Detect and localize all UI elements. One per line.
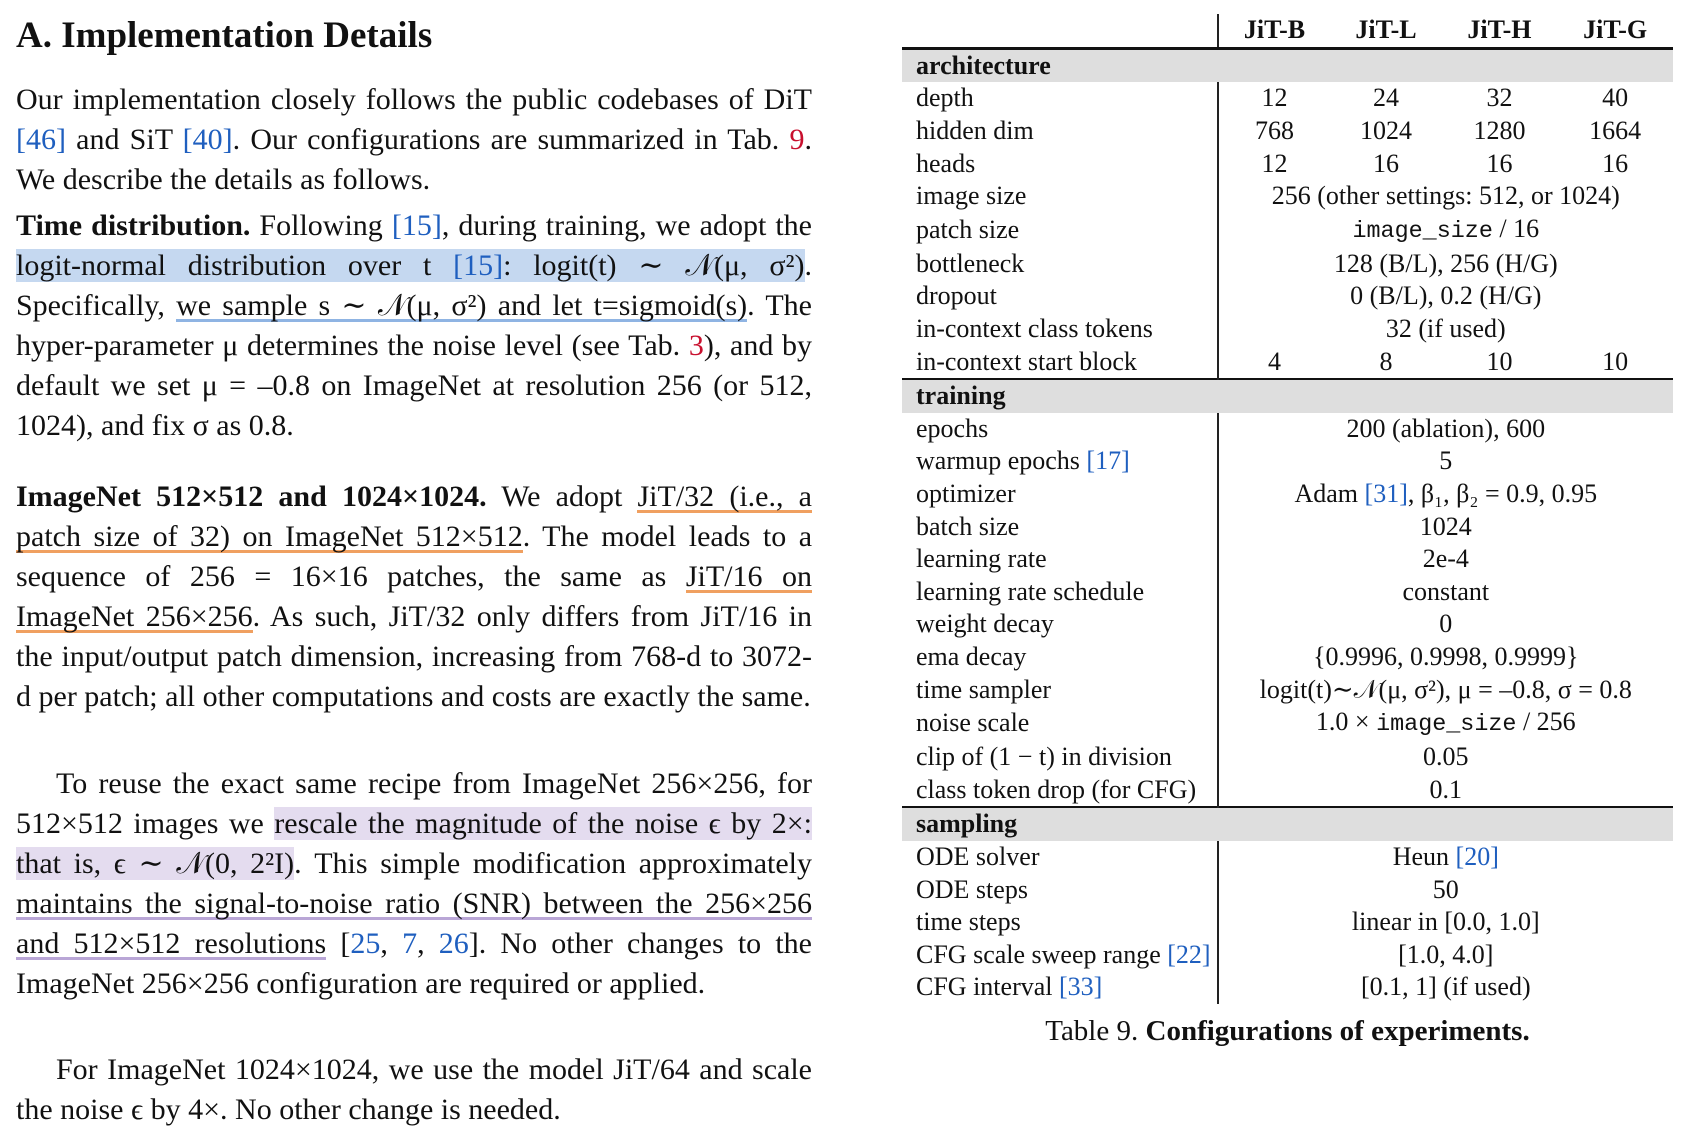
row-label: optimizer [902, 478, 1218, 511]
code-text: image_size [1376, 711, 1517, 738]
reuse-paragraph [16, 764, 812, 1004]
cell: 32 (if used) [1385, 314, 1506, 344]
config-table [902, 14, 1673, 1004]
text: . As such, JiT/32 only differs from JiT/16 in the input/output patch dimension, increasing from 768-d to 3072-d per patch; all other computations and costs are exactly the same. [16, 600, 812, 713]
table-row [902, 313, 1673, 346]
row-label: hidden dim [902, 115, 1218, 148]
col-header: JiT-L [1355, 15, 1417, 45]
row-label: noise scale [902, 706, 1218, 741]
cell: 5 [1439, 446, 1453, 476]
table-row [902, 971, 1673, 1004]
cell: 16 [1486, 148, 1513, 178]
text: , β₁, β₂ = 0.9, 0.95 [1407, 479, 1598, 509]
col-header: JiT-B [1243, 15, 1306, 45]
row-label: clip of (1 − t) in division [902, 741, 1218, 774]
cell: 1024 [1360, 116, 1412, 146]
cell: 16 [1602, 148, 1629, 178]
text: . The model leads to a sequence of 256 = 16×16 patches, the same as [16, 520, 813, 593]
citation-link[interactable]: [46] [16, 123, 66, 156]
paragraph-heading: Time distribution. [16, 209, 251, 242]
cell: logit(t)∼𝒩(μ, σ²), μ = –0.8, σ = 0.8 [1259, 674, 1632, 704]
cell: 0.1 [1429, 774, 1463, 804]
cell: [1.0, 4.0] [1398, 939, 1494, 969]
cell: 10 [1602, 346, 1629, 376]
cell: 50 [1432, 874, 1459, 904]
table-header-row [902, 14, 1673, 48]
code-text: image_size [1352, 218, 1493, 245]
row-label: class token drop (for CFG) [902, 773, 1218, 807]
row-label: heads [902, 147, 1218, 180]
underlined-text: JiT/16 on ImageNet 256×256 [16, 560, 812, 633]
text: [ [326, 927, 351, 960]
table-row [902, 445, 1673, 478]
highlighted-text: rescale the magnitude of the noise ϵ by 2×: that is, ϵ ∼ 𝒩(0, 2²I) [16, 807, 812, 880]
table-row [902, 673, 1673, 706]
text: To reuse the exact same recipe from ImageNet 256×256, for 512×512 images we [16, 767, 812, 840]
table-row [902, 82, 1673, 115]
cell: 0 [1439, 609, 1453, 639]
citation-link[interactable]: 26 [438, 927, 469, 960]
text: Following [250, 209, 392, 242]
section-label: architecture [902, 48, 1673, 82]
citation-link[interactable]: [22] [1167, 939, 1211, 969]
row-label: learning rate schedule [902, 576, 1218, 609]
intro-paragraph [16, 80, 812, 200]
highlighted-text: : logit(t) ∼ 𝒩(μ, σ²) [503, 249, 805, 282]
table-row [902, 841, 1673, 874]
section-row-architecture [902, 48, 1673, 82]
text: / 16 [1492, 213, 1540, 243]
cell: 1664 [1589, 116, 1642, 146]
cell: 8 [1379, 346, 1393, 376]
section-label: sampling [902, 807, 1673, 841]
table-row [902, 608, 1673, 641]
time-distribution-paragraph [16, 206, 812, 446]
row-label: depth [902, 82, 1218, 115]
section-label: training [902, 379, 1673, 413]
cell: linear in [0.0, 1.0] [1351, 907, 1540, 937]
table-row [902, 576, 1673, 609]
col-header: JiT-G [1583, 15, 1648, 45]
row-label: in-context start block [902, 345, 1218, 379]
row-label [902, 445, 1218, 478]
imagenet-paragraph [16, 477, 812, 717]
cell: 200 (ablation), 600 [1346, 413, 1546, 443]
text: 1.0 × [1315, 706, 1377, 736]
cell: 16 [1373, 148, 1399, 178]
citation-link[interactable]: [31] [1364, 479, 1408, 509]
table-caption [902, 1015, 1673, 1048]
section-title: A. Implementation Details [16, 15, 433, 56]
cell: 4 [1267, 346, 1281, 376]
citation-link[interactable]: [15] [391, 209, 442, 242]
text: . We describe the details as follows. [16, 123, 812, 196]
table-row [902, 510, 1673, 543]
text: . Specifically, [16, 249, 813, 322]
row-label: bottleneck [902, 248, 1218, 281]
row-label [902, 938, 1218, 971]
table-row [902, 741, 1673, 774]
table-row [902, 906, 1673, 939]
col-header: JiT-H [1467, 15, 1532, 45]
row-label: epochs [902, 413, 1218, 446]
cell [1218, 841, 1673, 874]
row-label: ODE steps [902, 873, 1218, 906]
table-row [902, 873, 1673, 906]
citation-link[interactable]: [33] [1059, 972, 1103, 1002]
citation-link[interactable]: [17] [1086, 446, 1130, 476]
text: / 256 [1516, 706, 1576, 736]
table-row [902, 147, 1673, 180]
row-label: patch size [902, 213, 1218, 248]
table-link[interactable]: 9 [789, 123, 805, 156]
table-link[interactable]: 3 [688, 329, 704, 362]
table-row [902, 180, 1673, 213]
row-label: dropout [902, 280, 1218, 313]
row-label: time steps [902, 906, 1218, 939]
text: . This simple modification approximately [294, 847, 813, 880]
row-label: batch size [902, 510, 1218, 543]
cell: [0.1, 1] (if used) [1360, 972, 1531, 1002]
text: We adopt [486, 480, 638, 513]
row-label: in-context class tokens [902, 313, 1218, 346]
row-label: ema decay [902, 641, 1218, 674]
table-row [902, 345, 1673, 379]
cell: 0.05 [1423, 742, 1469, 772]
cell: 128 (B/L), 256 (H/G) [1333, 248, 1558, 278]
underlined-text: maintains the signal-to-noise ratio (SNR) between the 256×256 and 512×512 resolutions [16, 887, 812, 960]
citation-link[interactable]: [40] [182, 123, 233, 156]
row-label [902, 971, 1218, 1004]
text: , [380, 927, 403, 960]
row-label: image size [902, 180, 1218, 213]
text: Our implementation closely follows the public codebases of DiT [16, 83, 812, 116]
final-paragraph: For ImageNet 1024×1024, we use the model JiT/64 and scale the noise ϵ by 4×. No other change is needed. [16, 1053, 812, 1126]
table-row [902, 213, 1673, 248]
cell: 32 [1486, 83, 1513, 113]
text: ]. No other changes to the ImageNet 256×256 configuration are required or applied. [16, 927, 812, 1000]
text: , [417, 927, 439, 960]
text: CFG interval [916, 972, 1059, 1002]
table-row [902, 543, 1673, 576]
text: , during training, we adopt the [441, 209, 812, 242]
row-label: time sampler [902, 673, 1218, 706]
table-row [902, 115, 1673, 148]
table-row [902, 280, 1673, 313]
text: . Our configurations are summarized in Tab. [232, 123, 790, 156]
row-label: weight decay [902, 608, 1218, 641]
cell: 12 [1261, 148, 1288, 178]
text: ), and by default we set μ = –0.8 on ImageNet at resolution 256 (or 512, 1024), and fix σ as 0.8. [16, 329, 812, 442]
cell: 24 [1373, 83, 1399, 113]
cell: {0.9996, 0.9998, 0.9999} [1313, 641, 1579, 671]
highlighted-text: logit-normal distribution over t [16, 249, 454, 282]
cell [1218, 213, 1673, 248]
text: Adam [1294, 479, 1365, 509]
table-row [902, 478, 1673, 511]
citation-link[interactable]: 7 [402, 927, 418, 960]
cell: 1280 [1473, 116, 1526, 146]
section-row-training [902, 379, 1673, 413]
cell: 1024 [1419, 511, 1472, 541]
cell: 768 [1254, 116, 1294, 146]
row-label: learning rate [902, 543, 1218, 576]
cell: 2e-4 [1422, 544, 1469, 574]
section-row-sampling [902, 807, 1673, 841]
cell: 10 [1486, 346, 1513, 376]
table-row [902, 938, 1673, 971]
underlined-text: we sample s ∼ 𝒩(μ, σ²) and let t=sigmoid(s) [176, 289, 748, 322]
table-row [902, 641, 1673, 674]
table-row [902, 413, 1673, 446]
citation-link[interactable]: 25 [350, 927, 381, 960]
cell: 256 (other settings: 512, or 1024) [1271, 181, 1620, 211]
text: . The hyper-parameter μ determines the noise level (see Tab. [16, 289, 812, 362]
table-row [902, 248, 1673, 281]
citation-link[interactable]: [15] [453, 249, 504, 282]
table-row [902, 773, 1673, 807]
row-label: ODE solver [902, 841, 1218, 874]
cell: 0 (B/L), 0.2 (H/G) [1350, 281, 1542, 311]
paragraph-heading: ImageNet 512×512 and 1024×1024. [16, 480, 487, 513]
text: and SiT [65, 123, 183, 156]
cell [1218, 706, 1673, 741]
text: warmup epochs [916, 446, 1087, 476]
text: CFG scale sweep range [916, 939, 1168, 969]
cell [1218, 478, 1673, 511]
table-row [902, 706, 1673, 741]
caption-prefix: Table 9. [1045, 1015, 1146, 1047]
cell: constant [1402, 576, 1490, 606]
cell: 12 [1261, 83, 1288, 113]
underlined-text: JiT/32 (i.e., a patch size of 32) on ImageNet 512×512 [16, 480, 812, 553]
citation-link[interactable]: [20] [1455, 841, 1499, 871]
caption-title: Configurations of experiments. [1145, 1015, 1530, 1047]
text: Heun [1392, 841, 1456, 871]
cell: 40 [1602, 83, 1629, 113]
